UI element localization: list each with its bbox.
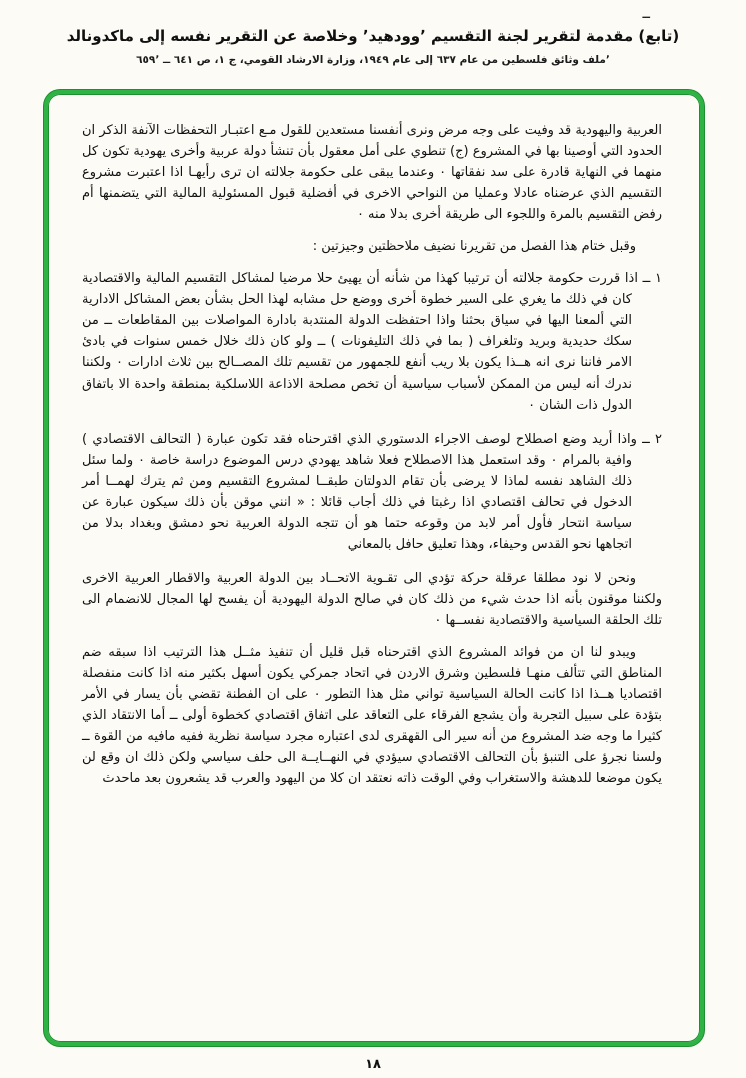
page-number: ١٨ bbox=[365, 1057, 381, 1072]
paragraph-numbered-item-1: ١ ــ اذا قررت حكومة جلالته أن ترتيبا كهذا من شأنه أن يهيئ حلا مرضيا لمشاكل التقسيم المالية والاقتصادية كان في ذلك ما يغري على السير خطوة أخرى ووضع حل مشابه لهذا الحل بشأن بعض المشاكل الادارية التي ألمعنا اليها في سياق بحثنا واذا احتفظت الدولة المنتدبة بادارة المواصلات بين المقاطعات ــ من سكك حديدية وبريد وتلغراف ( بما في ذلك التليفونات ) ــ ولو كان ذلك خلال خمس سنوات في بادئ الامر فاننا نرى انه هــذا يكون بلا ريب أنفع للجمهور من تقسيم تلك المصــالح بين ثلاث ادارات ٠ ولكننا ندرك أنه ليس من الممكن لأسباب سياسية أن تخص مصلحة الاذاعة اللاسلكية بمنطقة واحدة الا باتفاق الدول ذات الشان ٠ bbox=[82, 271, 662, 413]
paragraph-numbered-item-2: ٢ ــ واذا أريد وضع اصطلاح لوصف الاجراء الدستوري الذي اقترحناه فقد تكون عبارة ( التحالف الاقتصادي ) وافية بالمرام ٠ وقد استعمل هذا الاصطلاح فعلا شاهد يهودي درس الموضوع دراسة خاصة ٠ ولما سئل ذلك الشاهد نفسه لماذا لا يرضى بأن تقام الدولتان طبقــا لمشروع التقسيم ومن ثم يترك لهمــا أمر الدخول في تحالف اقتصادي اذا رغبتا في ذلك أجاب قائلا : « انني موقن بأن ذلك سيكون عبارة عن سياسة انتحار فأول أمر لابد من وقوعه حتما هو أن تتجه الدولة العربية نحو دمشق وبغداد بدلا من اتجاهها نحو القدس وحيفاء، وهذا تعليق حافل بالمعاني bbox=[82, 431, 662, 552]
paragraph-union-remark: ونحن لا نود مطلقا عرقلة حركة تؤدي الى تقـوية الاتحــاد بين الدولة العربية والاقطار العربية الاخرى ولكننا موقنون بأنه اذا حدث شيء من ذلك كان في صالح الدولة اليهودية أن يفسح لها المجال للانضمام الى تلك الحلقة السياسية والاقتصادية نفســها ٠ bbox=[82, 570, 662, 628]
top-dash-mark: ــ bbox=[642, 8, 650, 21]
paragraph-customs-union: ويبدو لنا ان من فوائد المشروع الذي اقترحناه قبل قليل أن تنفيذ مثــل هذا الترتيب اذا سبقه ضم المناطق التي تتألف منهـا فلسطين وشرق الاردن في اتحاد جمركي يكون أسهل بكثير منه اذا كانت منفصلة اقتصاديا هــذا اذا كانت الحالة السياسية تواني مثل هذا التطور ٠ على ان الفطنة تقضي بأن يسار في الأمر بتؤدة على سبيل التجربة وأن يشجع الفرقاء على التعاقد على اتفاق اقتصادي كخطوة أولى ــ أما الانتقاد الذي كثيرا ما وجه ضد المشروع من أنه سير الى القهقرى لدى اعتباره مجرد سياسة نظرية ففيه مافيه من القوة ــ ولسنا نجرؤ على التنبؤ بأن التحالف الاقتصادي سيؤدي في النهــايــة الى حلف سياسي ولكن ذلك ان وقع لن يكون موضعا للدهشة والاستغراب وفي الوقت ذاته نعتقد ان كلا من اليهود والعرب قد يشعرون بعد ماحدث bbox=[82, 645, 662, 787]
green-border-frame bbox=[44, 90, 704, 1046]
document-source-citation: ٬ملف وثائق فلسطين من عام ٦٣٧ إلى عام ١٩٤٩، وزارة الارشاد القومي، ج ١، ص ٦٤١ ــ ٦٥٩٬ bbox=[136, 54, 610, 66]
paragraph-remarks-lead: وقبل ختام هذا الفصل من تقريرنا نضيف ملاحظتين وجيزتين : bbox=[312, 239, 636, 255]
document-body bbox=[82, 120, 662, 789]
paragraph-intro: العربية واليهودية قد وفيت على وجه مرض ونرى أنفسنا مستعدين للقول مـع اعتبـار التحفظات الآنفة الذكر ان الحدود التي أوصينا بها في المشروع (ج) تنطوي على أمل معقول بأن تنشأ دولة عربية وأخرى يهودية تكون كل منهما في النهاية قادرة على سد نفقاتها ٠ وعندما يبقى على حكومة جلالته ان ترى رأيهـا اذا اعتبرت مشروع التقسيم الذي عرضناه عادلا وعمليا من النواحي الاخرى في أفضلية قبول المسئولية المالية التي يتضمنها أم رفض التقسيم بالمرة واللجوء الى طريقة أخرى بدلا منه ٠ bbox=[82, 123, 662, 223]
document-title: (تابع) مقدمة لتقرير لجنة التقسيم ٬وودهيد٬ وخلاصة عن التقرير نفسه إلى ماكدونالد bbox=[66, 27, 680, 45]
page-footer bbox=[0, 1053, 746, 1072]
page-header bbox=[0, 0, 746, 66]
